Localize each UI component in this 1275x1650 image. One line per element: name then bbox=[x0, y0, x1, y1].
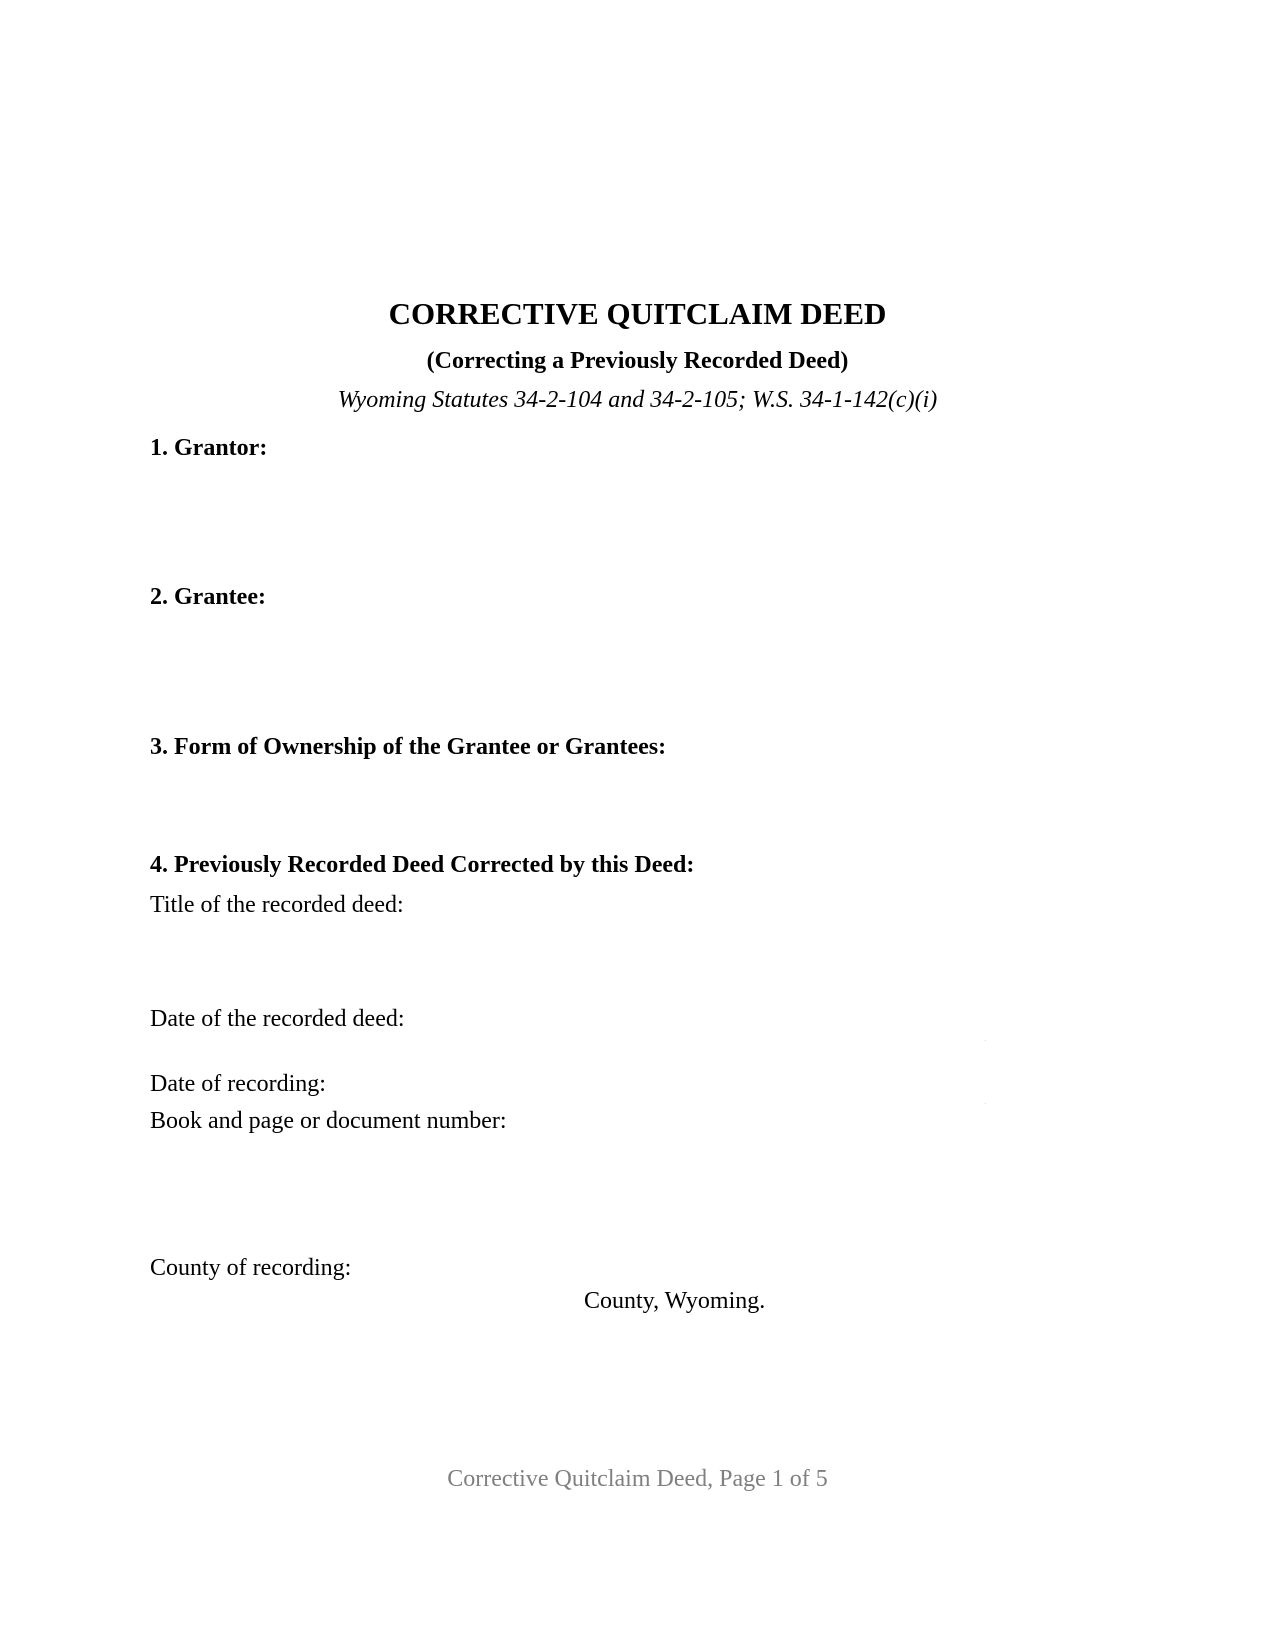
document-title: CORRECTIVE QUITCLAIM DEED bbox=[388, 296, 887, 331]
book-page-label: Book and page or document number: bbox=[150, 1108, 507, 1134]
blank-mark bbox=[985, 1040, 986, 1041]
county-of-recording-label: County of recording: bbox=[150, 1255, 352, 1281]
date-of-deed-label: Date of the recorded deed: bbox=[150, 1006, 405, 1032]
statute-reference: Wyoming Statutes 34-2-104 and 34-2-105; W.S. 34-1-142(c)(i) bbox=[337, 387, 938, 413]
county-wyoming-suffix: County, Wyoming. bbox=[584, 1288, 766, 1314]
blank-mark bbox=[985, 1103, 986, 1104]
section-previous-deed-heading: 4. Previously Recorded Deed Corrected by this Deed: bbox=[150, 852, 695, 878]
title-of-deed-label: Title of the recorded deed: bbox=[150, 892, 404, 918]
page-footer: Corrective Quitclaim Deed, Page 1 of 5 bbox=[447, 1466, 828, 1492]
document-subtitle: (Correcting a Previously Recorded Deed) bbox=[426, 348, 849, 374]
section-grantor-heading: 1. Grantor: bbox=[150, 435, 268, 461]
section-ownership-heading: 3. Form of Ownership of the Grantee or Grantees: bbox=[150, 734, 667, 760]
date-of-recording-label: Date of recording: bbox=[150, 1071, 326, 1097]
section-grantee-heading: 2. Grantee: bbox=[150, 584, 266, 610]
